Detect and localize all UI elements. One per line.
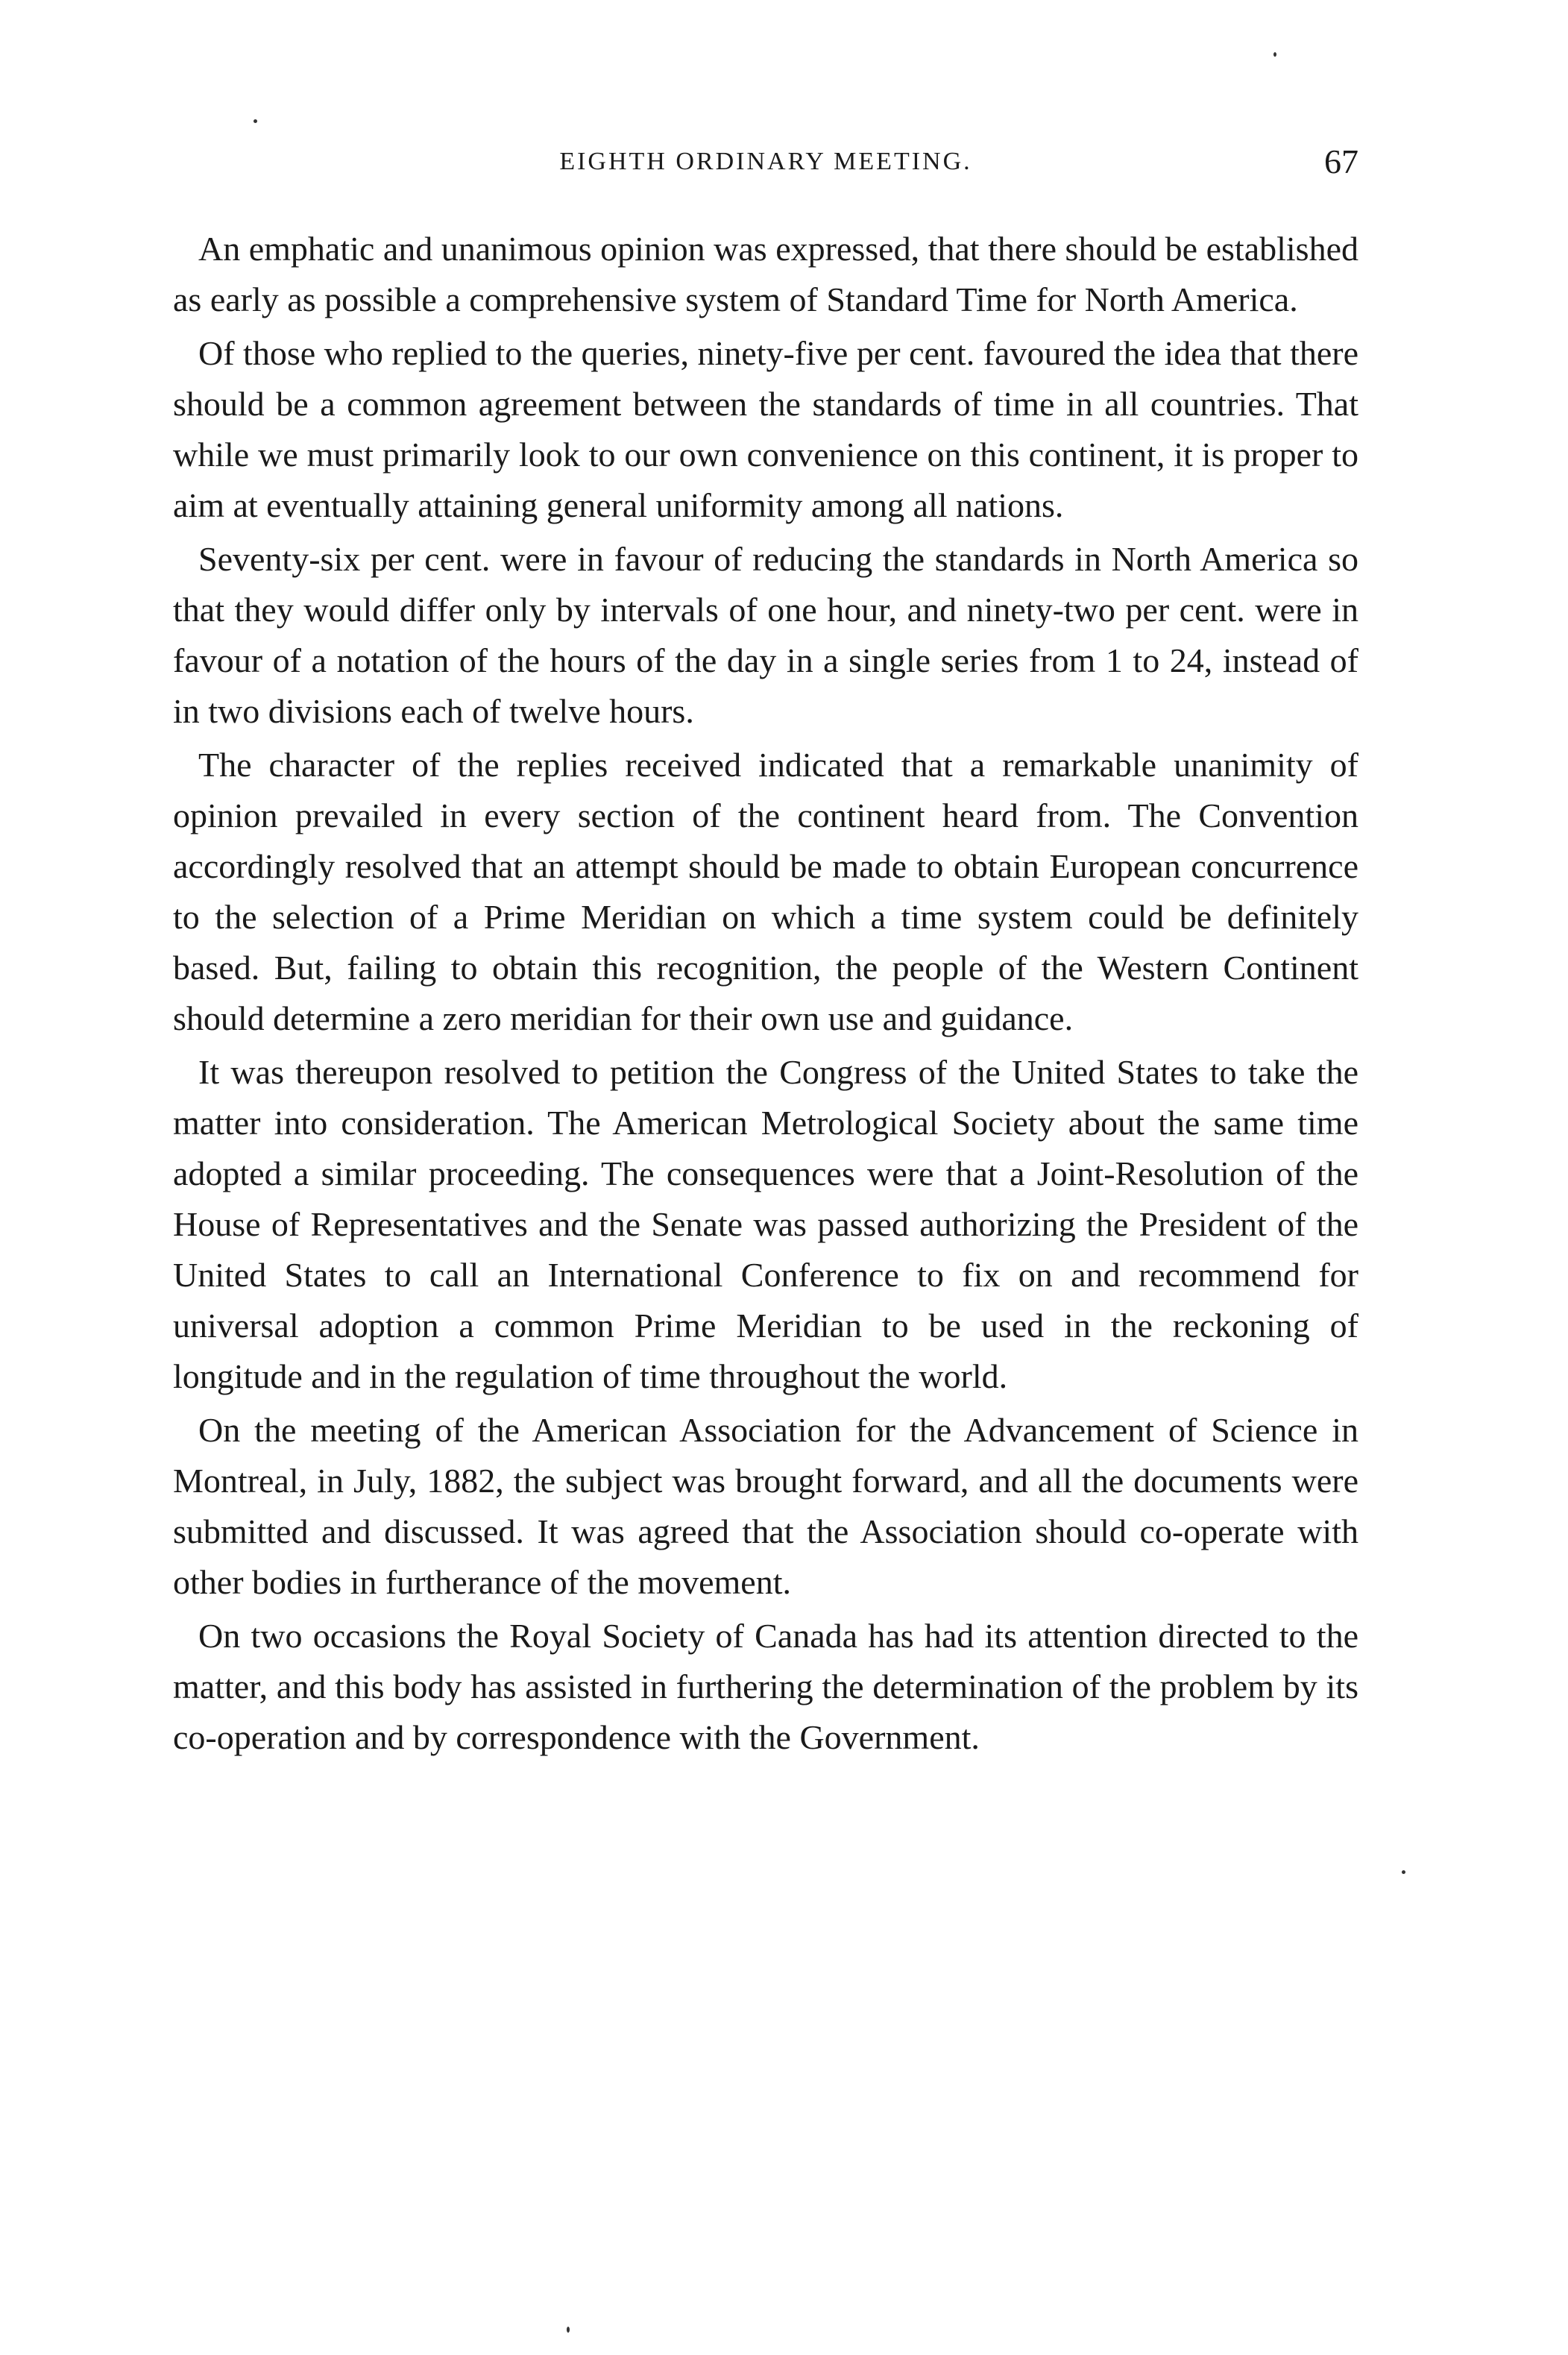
body-text	[173, 224, 1358, 1766]
paragraph-standard-time-opinion: An emphatic and unanimous opinion was expressed, that there should be established as early as possible a comprehensive system of Standard Time for North America.	[173, 230, 1358, 318]
paragraph-queries-reply: Of those who replied to the queries, ninety-five per cent. favoured the idea that there should be a common agreement between the standards of time in all countries. That while we must primarily look to our own convenience on this continent, it is proper to aim at eventually attaining general uniformity among all nations.	[173, 334, 1358, 524]
ink-speck	[1273, 52, 1276, 57]
paragraph-convention-resolution: The character of the replies received indicated that a remarkable unanimity of opinion prevailed in every section of the continent heard from. The Convention accordingly resolved that an attempt should be made to obtain European concurrence to the selection of a Prime Meridian on which a time system could be definitely based. But, failing to obtain this recognition, the people of the Western Continent should determine a zero meridian for their own use and guidance.	[173, 746, 1358, 1037]
running-title: EIGHTH ORDINARY MEETING.	[559, 148, 972, 175]
ink-speck	[254, 119, 257, 123]
ink-speck	[1402, 1870, 1405, 1874]
paragraph-congress-petition: It was thereupon resolved to petition the Congress of the United States to take the matter into consideration. The American Metrological Society about the same time adopted a similar proceeding. The consequences were that a Joint-Resolution of the House of Representatives and the Senate was passed authorizing the President of the United States to call an International Conference to fix on and recommend for universal adoption a common Prime Meridian to be used in the reckoning of longitude and in the regulation of time throughout the world.	[173, 1053, 1358, 1395]
paragraph-hour-intervals: Seventy-six per cent. were in favour of reducing the standards in North America so that they would differ only by intervals of one hour, and ninety-two per cent. were in favour of a notation of the hours of the day in a single series from 1 to 24, instead of in two divisions each of twelve hours.	[173, 540, 1358, 730]
paragraph-royal-society: On two occasions the Royal Society of Canada has had its attention directed to the matter, and this body has assisted in furthering the determination of the problem by its co-operation and by correspondence with the Government.	[173, 1617, 1358, 1756]
running-head	[173, 142, 1358, 194]
page-number: 67	[1324, 142, 1358, 180]
ink-speck	[567, 2327, 570, 2333]
paragraph-montreal-meeting: On the meeting of the American Association for the Advancement of Science in Montreal, in July, 1882, the subject was brought forward, and all the documents were submitted and discussed. It was agreed that the Association should co-operate with other bodies in furtherance of the movement.	[173, 1411, 1358, 1601]
